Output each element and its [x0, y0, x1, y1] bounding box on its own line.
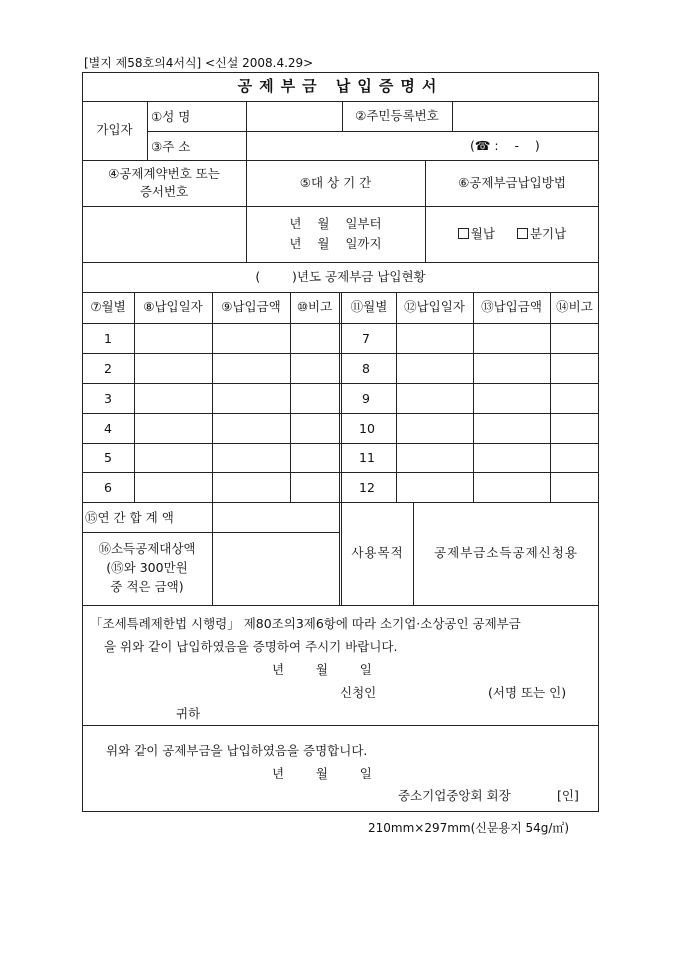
- remarks-header-left: ⑩비고: [296, 299, 333, 315]
- deduction-amount-field[interactable]: [213, 533, 338, 604]
- annual-total-field[interactable]: [213, 503, 338, 531]
- payment-amount-header-left: ⑨납입금액: [221, 299, 281, 315]
- quarterly-payment-option[interactable]: 분기납: [517, 225, 566, 243]
- recipient-suffix: 귀하: [176, 706, 201, 721]
- request-text-line1: 「조세특례제한법 시행령」 제80조의3제6항에 따라 소기업·소상공인 공제부금: [90, 616, 521, 631]
- month-header-left: ⑦월별: [90, 299, 126, 315]
- payment-entries-left[interactable]: [135, 324, 211, 501]
- checkbox-icon[interactable]: [517, 228, 528, 239]
- form-reference: [별지 제58호의4서식] <신설 2008.4.29>: [84, 56, 314, 70]
- month-cell: 8: [362, 360, 370, 376]
- month-cell: 10: [359, 420, 375, 436]
- usage-label: 사용목적: [351, 545, 404, 561]
- period-to[interactable]: 년 월 일까지: [289, 236, 382, 251]
- resident-id-label: ②주민등록번호: [355, 107, 439, 123]
- issuer-name: 중소기업중앙회 회장: [398, 788, 511, 803]
- month-cell: 2: [104, 360, 112, 376]
- payment-date-header-right: ⑫납입일자: [404, 299, 465, 315]
- month-cell: 4: [104, 420, 112, 436]
- payment-amount-header-right: ⑬납입금액: [481, 299, 542, 315]
- seal-mark: [인]: [557, 788, 579, 803]
- applicant-label: 신청인: [340, 685, 377, 700]
- month-cell: 3: [104, 390, 112, 406]
- contract-number-field[interactable]: [83, 207, 245, 261]
- payment-status-title: ( )년도 공제부금 납입현황: [255, 268, 426, 284]
- subscriber-label: 가입자: [96, 122, 133, 138]
- checkbox-icon[interactable]: [458, 228, 469, 239]
- month-cell: 1: [104, 330, 112, 346]
- payment-method-header: ⑥공제부금납입방법: [458, 174, 566, 190]
- form-title: 공제부금 납입증명서: [237, 76, 444, 95]
- period-from[interactable]: 년 월 일부터: [289, 216, 382, 231]
- resident-id-field[interactable]: [453, 102, 598, 130]
- contract-number-header: ④공제계약번호 또는 증서번호: [108, 165, 220, 199]
- usage-value: 공제부금소득공제신청용: [434, 545, 578, 561]
- month-cell: 11: [359, 450, 375, 465]
- month-cell: 9: [362, 390, 370, 406]
- phone-field[interactable]: (☎ : - ): [470, 138, 540, 153]
- monthly-payment-option[interactable]: 월납: [458, 225, 495, 243]
- payment-entries-right[interactable]: [397, 324, 598, 501]
- request-text-line2: 을 위와 같이 납입하였음을 증명하여 주시기 바랍니다.: [104, 639, 398, 654]
- month-cell: 12: [359, 479, 375, 495]
- payment-date-header-left: ⑧납입일자: [143, 299, 203, 315]
- request-date[interactable]: 년 월 일: [272, 662, 372, 677]
- certification-date[interactable]: 년 월 일: [272, 766, 372, 781]
- month-header-right: ⑪월별: [350, 299, 388, 315]
- name-label: ①성 명: [151, 109, 191, 124]
- paper-spec: 210mm×297mm(신문용지 54g/㎡): [368, 821, 570, 835]
- annual-total-label: ⑮연 간 합 계 액: [85, 510, 174, 525]
- month-cell: 7: [362, 330, 370, 346]
- period-header: ⑤대 상 기 간: [299, 174, 372, 190]
- name-field[interactable]: [247, 102, 341, 130]
- month-cell: 6: [104, 479, 112, 495]
- deduction-amount-label: ⑯소득공제대상액 (⑮와 300만원 중 적은 금액): [98, 541, 196, 594]
- address-label: ③주 소: [151, 138, 191, 154]
- certification-text: 위와 같이 공제부금을 납입하였음을 증명합니다.: [106, 743, 368, 758]
- signature-label[interactable]: (서명 또는 인): [488, 685, 567, 700]
- month-cell: 5: [104, 450, 112, 465]
- address-field[interactable]: [247, 132, 487, 159]
- remarks-header-right: ⑭비고: [556, 299, 593, 315]
